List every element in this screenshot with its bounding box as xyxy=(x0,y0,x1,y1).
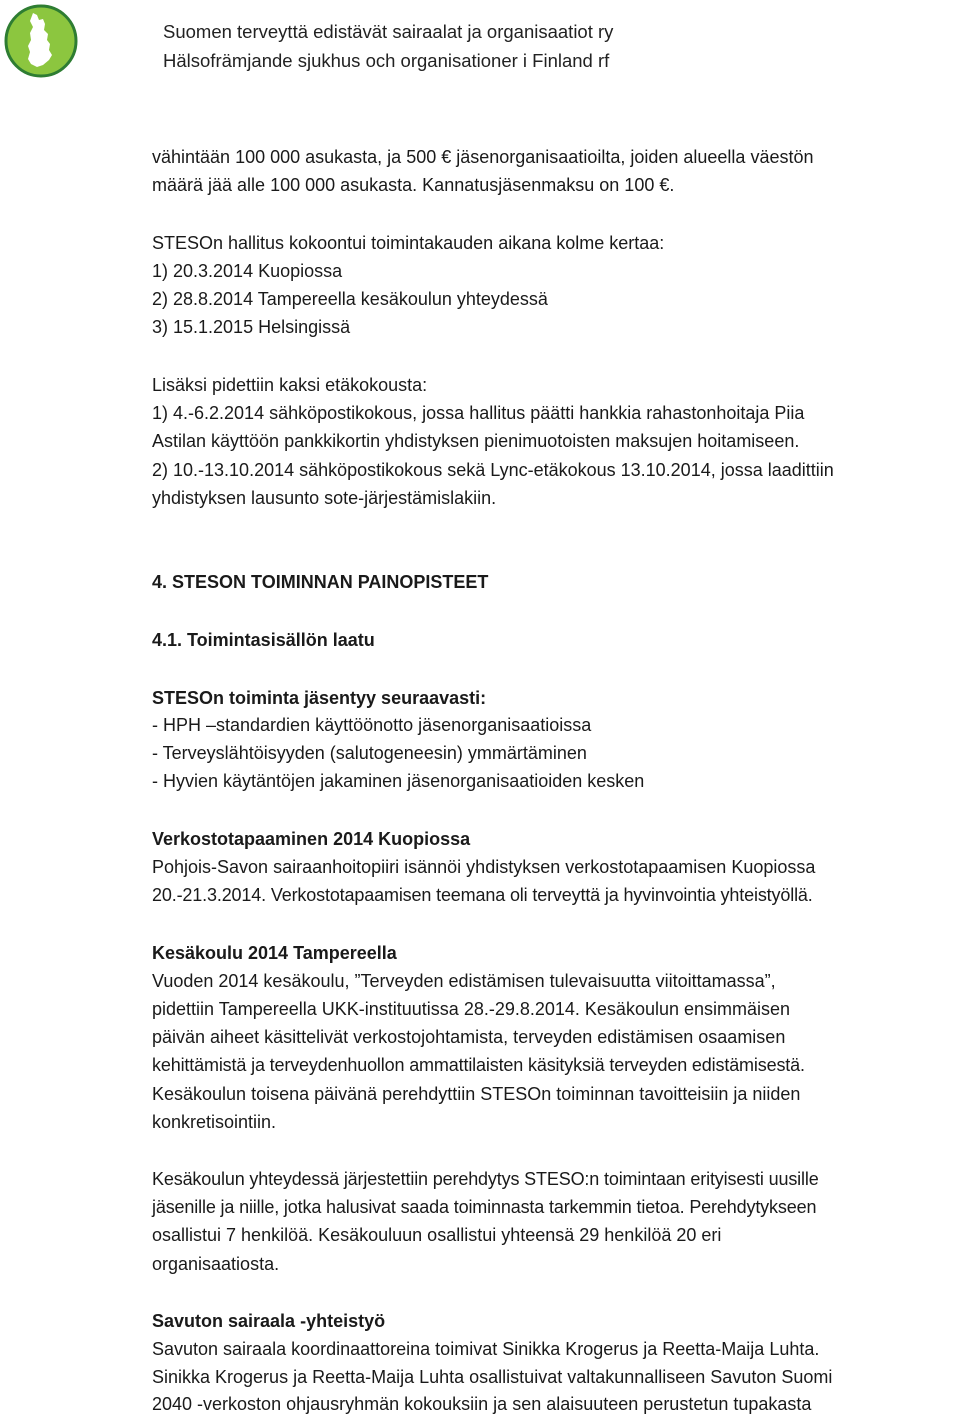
org-name-finnish: Suomen terveyttä edistävät sairaalat ja organisaatiot ry xyxy=(163,21,614,42)
summer-school-line: Vuoden 2014 kesäkoulu, ”Terveyden edistämisen tulevaisuutta viitoittamassa”, xyxy=(152,971,776,991)
smoke-free-title: Savuton sairaala -yhteistyö xyxy=(152,1311,386,1331)
orientation-line: Kesäkoulun yhteydessä järjestettiin perehdytys STESO:n toimintaan erityisesti uusille xyxy=(152,1169,819,1189)
orientation-line: osallistui 7 henkilöä. Kesäkouluun osallistui yhteensä 29 henkilöä 20 eri xyxy=(152,1225,722,1245)
summer-school-line: kehittämistä ja terveydenhuollon ammattilaisten käsityksiä terveyden edistämisestä. xyxy=(152,1055,805,1075)
structure-intro: STESOn toiminta jäsentyy seuraavasti: xyxy=(152,688,487,708)
network-meeting-title: Verkostotapaaminen 2014 Kuopiossa xyxy=(152,829,471,849)
summer-school-line: pidettiin Tampereella UKK-instituutissa 28.-29.8.2014. Kesäkoulun ensimmäisen xyxy=(152,999,791,1019)
meeting-item: 2) 28.8.2014 Tampereella kesäkoulun yhteydessä xyxy=(152,289,548,309)
meetings-intro: STESOn hallitus kokoontui toimintakauden aikana kolme kertaa: xyxy=(152,233,665,253)
structure-item: - Hyvien käytäntöjen jakaminen jäsenorganisaatioiden kesken xyxy=(152,771,645,791)
orientation-line: jäsenille ja niille, jotka halusivat saada toiminnasta tarkemmin tietoa. Perehdytykseen xyxy=(152,1197,817,1217)
remote-meeting-line: 2) 10.-13.10.2014 sähköpostikokous sekä Lync-etäkokous 13.10.2014, jossa laadittiin xyxy=(152,460,834,480)
network-meeting-line: 20.-21.3.2014. Verkostotapaamisen teemana oli terveyttä ja hyvinvointia yhteistyöllä. xyxy=(152,885,813,905)
meeting-item: 1) 20.3.2014 Kuopiossa xyxy=(152,261,343,281)
summer-school-line: konkretisointiin. xyxy=(152,1112,277,1132)
remote-meeting-line: Astilan käyttöön pankkikortin yhdistyksen pienimuotoisten maksujen hoitamiseen. xyxy=(152,431,800,451)
structure-item: - Terveyslähtöisyyden (salutogeneesin) ymmärtäminen xyxy=(152,743,587,763)
summer-school-title: Kesäkoulu 2014 Tampereella xyxy=(152,943,397,963)
remote-meeting-line: yhdistyksen lausunto sote-järjestämislakiin. xyxy=(152,488,497,508)
finland-map-logo xyxy=(3,3,79,79)
smoke-free-line: Sinikka Krogerus ja Reetta-Maija Luhta osallistuivat valtakunnalliseen Savuton Suomi xyxy=(152,1367,833,1387)
section-heading-4-1: 4.1. Toimintasisällön laatu xyxy=(152,630,375,650)
summer-school-line: päivän aiheet käsittelivät verkostojohtamista, terveyden edistämisen osaamisen xyxy=(152,1027,786,1047)
network-meeting-line: Pohjois-Savon sairaanhoitopiiri isännöi yhdistyksen verkostotapaamisen Kuopiossa xyxy=(152,857,816,877)
organization-name xyxy=(163,17,613,75)
meeting-item: 3) 15.1.2015 Helsingissä xyxy=(152,317,351,337)
org-name-swedish: Hälsofrämjande sjukhus och organisationer i Finland rf xyxy=(163,50,610,71)
orientation-line: organisaatiosta. xyxy=(152,1254,280,1274)
remote-meeting-line: 1) 4.-6.2.2014 sähköpostikokous, jossa hallitus päätti hankkia rahastonhoitaja Piia xyxy=(152,403,805,423)
summer-school-line: Kesäkoulun toisena päivänä perehdyttiin STESOn toiminnan tavoitteisiin ja niiden xyxy=(152,1084,801,1104)
remote-meetings-intro: Lisäksi pidettiin kaksi etäkokousta: xyxy=(152,375,428,395)
smoke-free-line: 2040 -verkoston ohjausryhmän kokouksiin ja sen alaisuuteen perustetun tupakasta xyxy=(152,1394,812,1414)
section-heading-4: 4. STESON TOIMINNAN PAINOPISTEET xyxy=(152,572,489,592)
smoke-free-line: Savuton sairaala koordinaattoreina toimivat Sinikka Krogerus ja Reetta-Maija Luhta. xyxy=(152,1339,820,1359)
structure-item: - HPH –standardien käyttöönotto jäsenorganisaatioissa xyxy=(152,715,592,735)
membership-text-line: vähintään 100 000 asukasta, ja 500 € jäsenorganisaatioilta, joiden alueella väestön xyxy=(152,147,814,167)
membership-text-line: määrä jää alle 100 000 asukasta. Kannatusjäsenmaksu on 100 €. xyxy=(152,175,675,195)
